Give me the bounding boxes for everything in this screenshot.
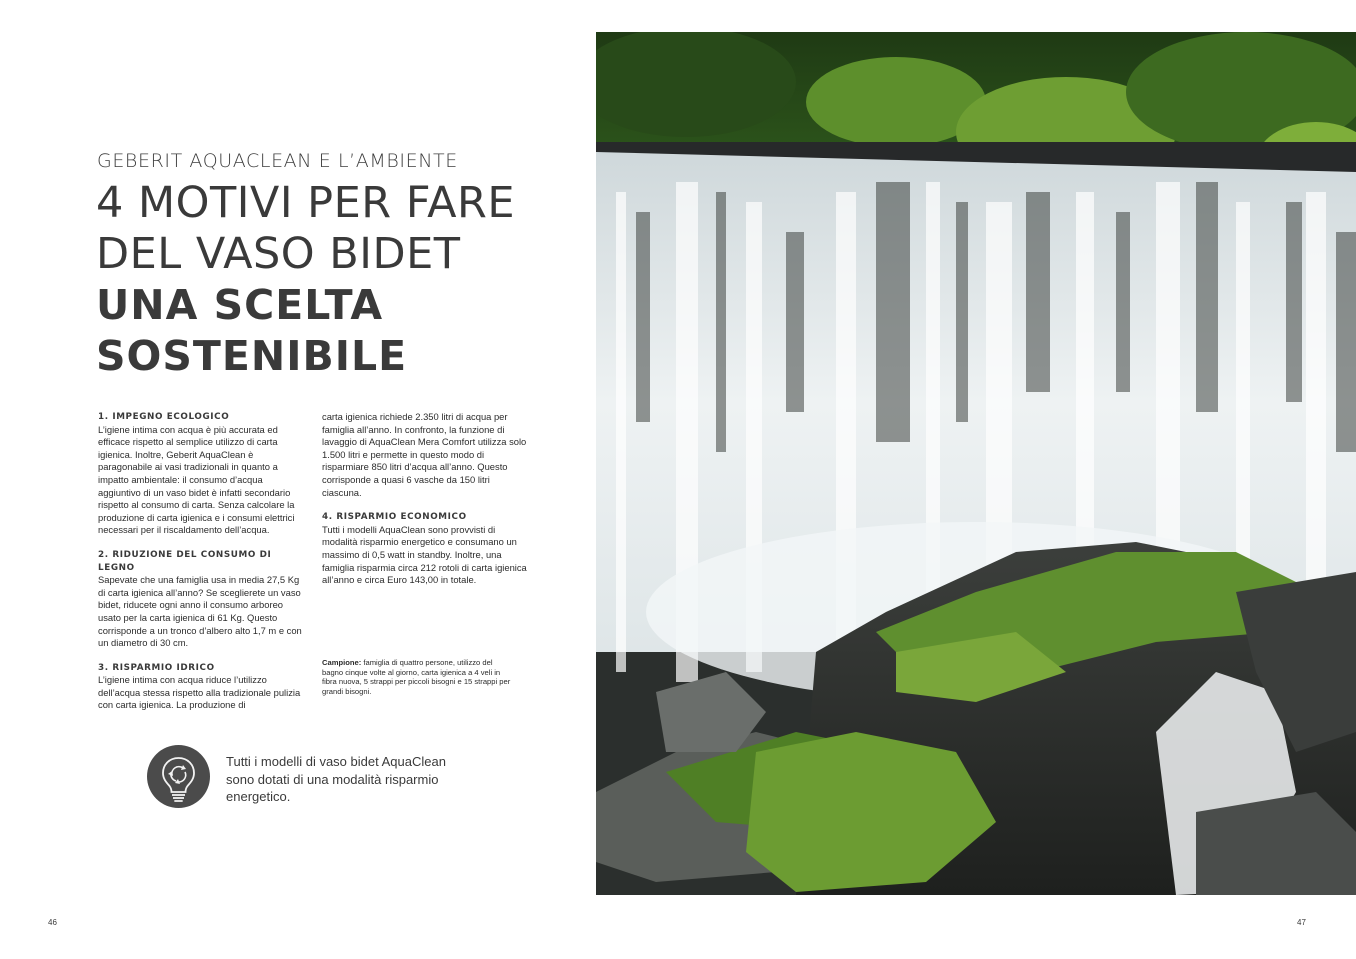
section-body: L’igiene intima con acqua riduce l’utilizzo dell’acqua stessa rispetto alla tradizionale pulizia con carta igienica. La produzione di [98, 674, 301, 711]
callout-text: Tutti i modelli di vaso bidet AquaClean sono dotati di una modalità risparmio energetico. [226, 754, 446, 804]
section-title: 1. IMPEGNO ECOLOGICO [98, 412, 230, 422]
section-body: Tutti i modelli AquaClean sono provvisti di modalità risparmio energetico e consumano un massimo di 0,5 watt in standby. Inoltre, una famiglia risparmia circa 212 rotoli di carta igienica all’anno e circa Euro 143,00 in totale. [322, 523, 527, 586]
footnote [322, 658, 512, 696]
kicker: GEBERIT AQUACLEAN E L’AMBIENTE [97, 150, 458, 172]
headline-line-3: UNA SCELTA [96, 281, 384, 329]
text-column-2 [322, 411, 532, 598]
section-body: Sapevate che una famiglia usa in media 27,5 Kg di carta igienica all’anno? Se sceglierete un vaso bidet, riducete ogni anno il consumo arboreo usato per la carta igienica di 61 Kg. Questo corrisponde a un tronco d’albero alto 1,7 m e con un diametro di 30 cm. [98, 574, 302, 649]
section-title: 3. RISPARMIO IDRICO [98, 662, 215, 673]
headline-line-4: SOSTENIBILE [96, 332, 408, 380]
headline-line-1: 4 MOTIVI PER FARE [96, 178, 516, 228]
lightbulb-recycle-icon [147, 745, 210, 808]
left-page [0, 0, 596, 959]
section-title: 4. RISPARMIO ECONOMICO [322, 512, 467, 523]
section-body: L’igiene intima con acqua è più accurata ed efficace rispetto al semplice utilizzo di carta igienica. Inoltre, Geberit AquaClean è paragonabile ai vasi tradizionali in quanto a impatto ambientale: il consumo d’acqua aggiuntivo di un vaso bidet è infatti secondario rispetto al consumo di carta. Senza calcolare la produzione di carta igienica e i consumi elettrici necessari per il riscaldamento dell’acqua. [98, 423, 295, 536]
headline [96, 178, 576, 382]
footnote-label: Campione: [322, 658, 362, 667]
page-number-left: 46 [48, 918, 57, 927]
waterfall-photo [596, 32, 1356, 895]
section-title: 2. RIDUZIONE DEL CONSUMO DI LEGNO [98, 549, 272, 573]
footnote-text: famiglia di quattro persone, utilizzo del bagno cinque volte al giorno, carta igienica a 4 veli in fibra nuova, 5 strappi per piccoli bisogni e 15 strappi per grandi bisogni. [322, 658, 511, 696]
section-body-continued: carta igienica richiede 2.350 litri di acqua per famiglia all’anno. In confronto, la funzione di lavaggio di AquaClean Mera Comfort utilizza solo 1.500 litri e permette in questo modo di risparmiare 850 litri d’acqua all’anno. Questo corrisponde a quasi 6 vasche da 150 litri ciascuna. [322, 411, 527, 498]
headline-line-2: DEL VASO BIDET [96, 229, 461, 279]
text-column-1 [98, 411, 308, 723]
page-number-right: 47 [1297, 918, 1306, 927]
energy-callout [147, 745, 477, 815]
